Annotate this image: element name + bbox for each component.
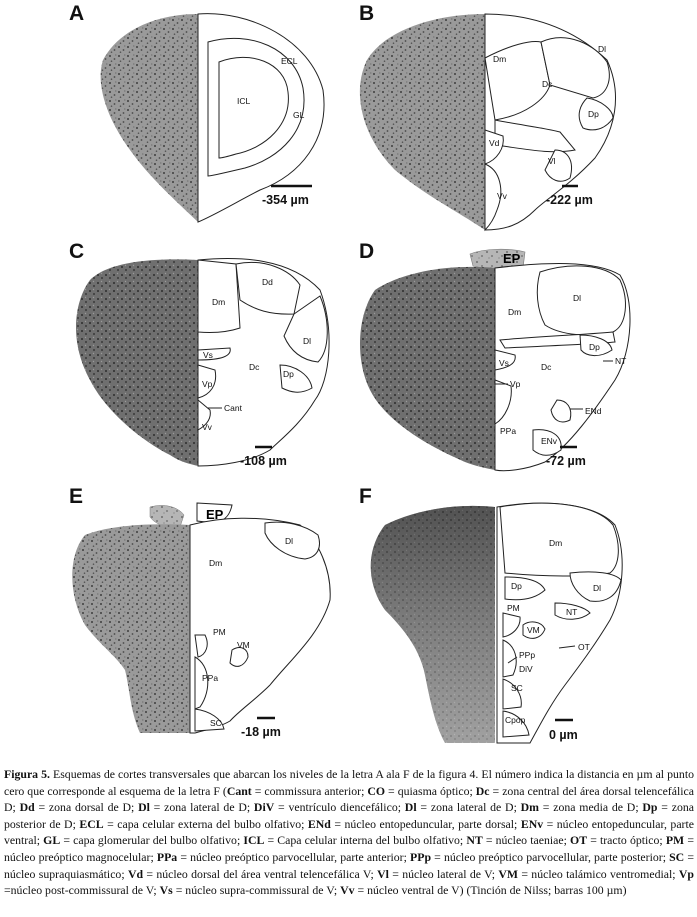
caption-abbreviation: Vs — [159, 883, 173, 898]
caption-text: = commissura anterior; — [251, 783, 368, 798]
caption-text: = capa glomerular del bulbo olfativo; — [60, 833, 244, 848]
panel-f-region-dl: Dl — [593, 583, 602, 593]
panel-f-figure — [345, 485, 697, 750]
panel-c-region-dc: Dc — [249, 362, 260, 372]
caption-text: = Capa celular interna del bulbo olfativo; — [264, 833, 467, 848]
caption-abbreviation: NT — [466, 833, 483, 848]
caption-abbreviation: Vd — [127, 866, 144, 881]
panel-d-region-ep: EP — [503, 251, 521, 266]
caption-text: = núcleo supra-commissural de V; — [172, 883, 341, 898]
panel-e-region-pm: PM — [213, 627, 226, 637]
panel-d-region-vs: Vs — [499, 358, 509, 368]
panel-e-label: E — [69, 485, 84, 508]
caption-text: = núcleo lateral de V; — [388, 866, 499, 881]
caption-abbreviation: PM — [665, 833, 685, 848]
caption-text: = quiasma óptico; — [385, 783, 476, 798]
caption-abbreviation: Dp — [642, 800, 658, 815]
panel-c-region-vp: Vp — [202, 379, 213, 389]
panel-f-scale-text: 0 µm — [549, 728, 578, 742]
caption-abbreviation: CO — [367, 783, 386, 798]
panel-d-region-end: ENd — [585, 406, 602, 416]
caption-text: = núcleo preóptico parvocellular, parte posterior; — [431, 849, 670, 864]
panel-b-region-vd: Vd — [489, 138, 500, 148]
panel-b-label: B — [359, 2, 375, 25]
panel-c-region-vv: Vv — [202, 422, 212, 432]
panel-a — [0, 0, 345, 240]
panel-d-region-dm: Dm — [508, 307, 522, 317]
panel-d-region-vp: Vp — [510, 379, 521, 389]
panel-c — [0, 240, 345, 485]
caption-abbreviation: GL — [43, 833, 61, 848]
panel-d — [345, 240, 697, 485]
caption-abbreviation: Vl — [377, 866, 389, 881]
panel-d-tissue — [360, 267, 495, 470]
panel-e-region-vm: VM — [237, 640, 250, 650]
caption-abbreviation: Cant — [226, 783, 252, 798]
caption-text: Esquemas de cortes transversales que abarcan los niveles de la letra A ala F de la figura 4. El número indica la distancia en µm al punto cero que corresponde al esquema de la letra F ( — [4, 767, 694, 798]
caption-text: = núcleo supraquiasmático; — [4, 849, 694, 881]
panel-d-region-dc: Dc — [541, 362, 552, 372]
panel-a-region-icl: ICL — [237, 96, 251, 106]
panel-e-region-ep: EP — [206, 507, 224, 522]
caption-text: = tracto óptico; — [587, 833, 666, 848]
caption-text: = núcleo preóptico parvocellular, parte anterior; — [177, 849, 411, 864]
caption-abbreviation: VM — [498, 866, 518, 881]
caption-text: = núcleo dorsal del área ventral telencefálica V; — [143, 866, 378, 881]
panel-b-region-dc: Dc — [542, 79, 553, 89]
panel-f-region-cpop: Cpop — [505, 715, 526, 725]
caption-abbreviation: Vp — [678, 866, 694, 881]
panel-d-region-nt: NT — [615, 356, 627, 366]
panel-e-figure — [0, 485, 345, 750]
panel-d-region-env: ENv — [541, 436, 558, 446]
panel-f-region-sc: SC — [511, 683, 523, 693]
panel-c-region-cant: Cant — [224, 403, 242, 413]
panel-d-region-dp: Dp — [589, 342, 600, 352]
panel-c-region-dm: Dm — [212, 297, 226, 307]
panel-b-figure — [345, 0, 697, 240]
panel-e-tissue — [72, 524, 190, 733]
panel-b-tissue — [360, 14, 485, 230]
panel-c-figure — [0, 240, 345, 485]
panel-a-region-ecl: ECL — [281, 56, 298, 66]
caption-text: = núcleo entopeduncular, parte dorsal; — [330, 816, 521, 831]
caption-text: = zona media de D; — [539, 800, 643, 815]
caption-text: = núcleo entopeduncular, parte ventral; — [4, 816, 694, 848]
panel-a-tissue — [101, 14, 198, 222]
panel-f-region-dm: Dm — [549, 538, 563, 548]
panel-c-region-dd: Dd — [262, 277, 273, 287]
panel-c-region-vs: Vs — [203, 350, 213, 360]
panel-f-region-vm: VM — [527, 625, 540, 635]
caption-text: = zona central del área dorsal telencefálica D; — [4, 783, 694, 815]
panel-b — [345, 0, 697, 240]
panel-f-label: F — [359, 485, 372, 508]
caption-abbreviation: ENv — [520, 816, 544, 831]
caption-text: = zona dorsal de D; — [34, 800, 139, 815]
caption-title: Figura 5. — [4, 767, 50, 781]
caption-text: = núcleo preóptico magnocelular; — [4, 833, 694, 864]
panel-b-region-dp: Dp — [588, 109, 599, 119]
caption-abbreviation: PPa — [156, 849, 178, 864]
panel-f-region-dp: Dp — [511, 581, 522, 591]
panel-c-tissue — [76, 259, 198, 466]
panel-d-scale-text: -72 µm — [546, 454, 586, 468]
caption-text: =núcleo post-commissural de V; — [4, 883, 160, 898]
panel-f-region-div: DiV — [519, 664, 533, 674]
panel-e-debris — [150, 505, 184, 527]
panel-e-scale-text: -18 µm — [241, 725, 281, 739]
caption-abbreviation: Dm — [520, 800, 539, 815]
panel-f-region-ppp: PPp — [519, 650, 536, 660]
panel-d-label: D — [359, 240, 375, 263]
panel-e-region-ppa: PPa — [202, 673, 219, 683]
panel-b-region-dm: Dm — [493, 54, 507, 64]
panel-b-region-vl: Vl — [548, 156, 556, 166]
panel-e-region-dl: Dl — [285, 536, 294, 546]
panel-b-scale-text: -222 µm — [546, 193, 593, 207]
caption-abbreviation: Dl — [404, 800, 417, 815]
caption-abbreviation: DiV — [253, 800, 275, 815]
panel-d-region-dl: Dl — [573, 293, 582, 303]
caption-text: = zona lateral de D; — [416, 800, 521, 815]
caption-abbreviation: ECL — [79, 816, 104, 831]
caption-text: = ventrículo diencefálico; — [274, 800, 405, 815]
panel-c-region-dl: Dl — [303, 336, 312, 346]
panel-c-scale-text: -108 µm — [240, 454, 287, 468]
panel-d-region-ppa: PPa — [500, 426, 517, 436]
caption-abbreviation: OT — [570, 833, 588, 848]
panel-c-label: C — [69, 240, 85, 263]
caption-text: = zona lateral de D; — [149, 800, 254, 815]
caption-text: = núcleo ventral de V) (Tinción de Nilss; barras 100 µm) — [354, 883, 627, 898]
panel-f — [345, 485, 697, 750]
caption-abbreviation: Dd — [19, 800, 35, 815]
caption-abbreviation: PPp — [410, 849, 432, 864]
caption-text: = núcleo taeniae; — [482, 833, 571, 848]
panel-a-scale-text: -354 µm — [262, 193, 309, 207]
caption-abbreviation: ENd — [307, 816, 331, 831]
panel-d-figure — [345, 240, 697, 485]
panel-f-region-ot: OT — [578, 642, 590, 652]
caption-text: = capa celular externa del bulbo olfativo; — [103, 816, 308, 831]
caption-abbreviation: Dc — [475, 783, 490, 798]
panel-c-region-dp: Dp — [283, 369, 294, 379]
figure-caption — [4, 766, 694, 899]
panel-f-region-nt: NT — [566, 607, 578, 617]
caption-abbreviation: ICL — [243, 833, 265, 848]
panel-a-region-gl: GL — [293, 110, 305, 120]
panel-e-region-sc: SC — [210, 718, 222, 728]
panel-a-label: A — [69, 2, 85, 25]
caption-abbreviation: Dl — [138, 800, 150, 815]
panel-e — [0, 485, 345, 750]
caption-abbreviation: SC — [669, 849, 685, 864]
panel-b-region-vv: Vv — [497, 191, 507, 201]
panel-e-region-dm: Dm — [209, 558, 223, 568]
caption-abbreviation: Vv — [340, 883, 355, 898]
panel-b-region-dl: Dl — [598, 44, 607, 54]
panel-f-region-pm: PM — [507, 603, 520, 613]
caption-text: = núcleo talámico ventromedial; — [517, 866, 679, 881]
caption-text: = zona posterior de D; — [4, 800, 694, 831]
panel-a-figure — [0, 0, 345, 240]
caption-body — [4, 767, 694, 897]
